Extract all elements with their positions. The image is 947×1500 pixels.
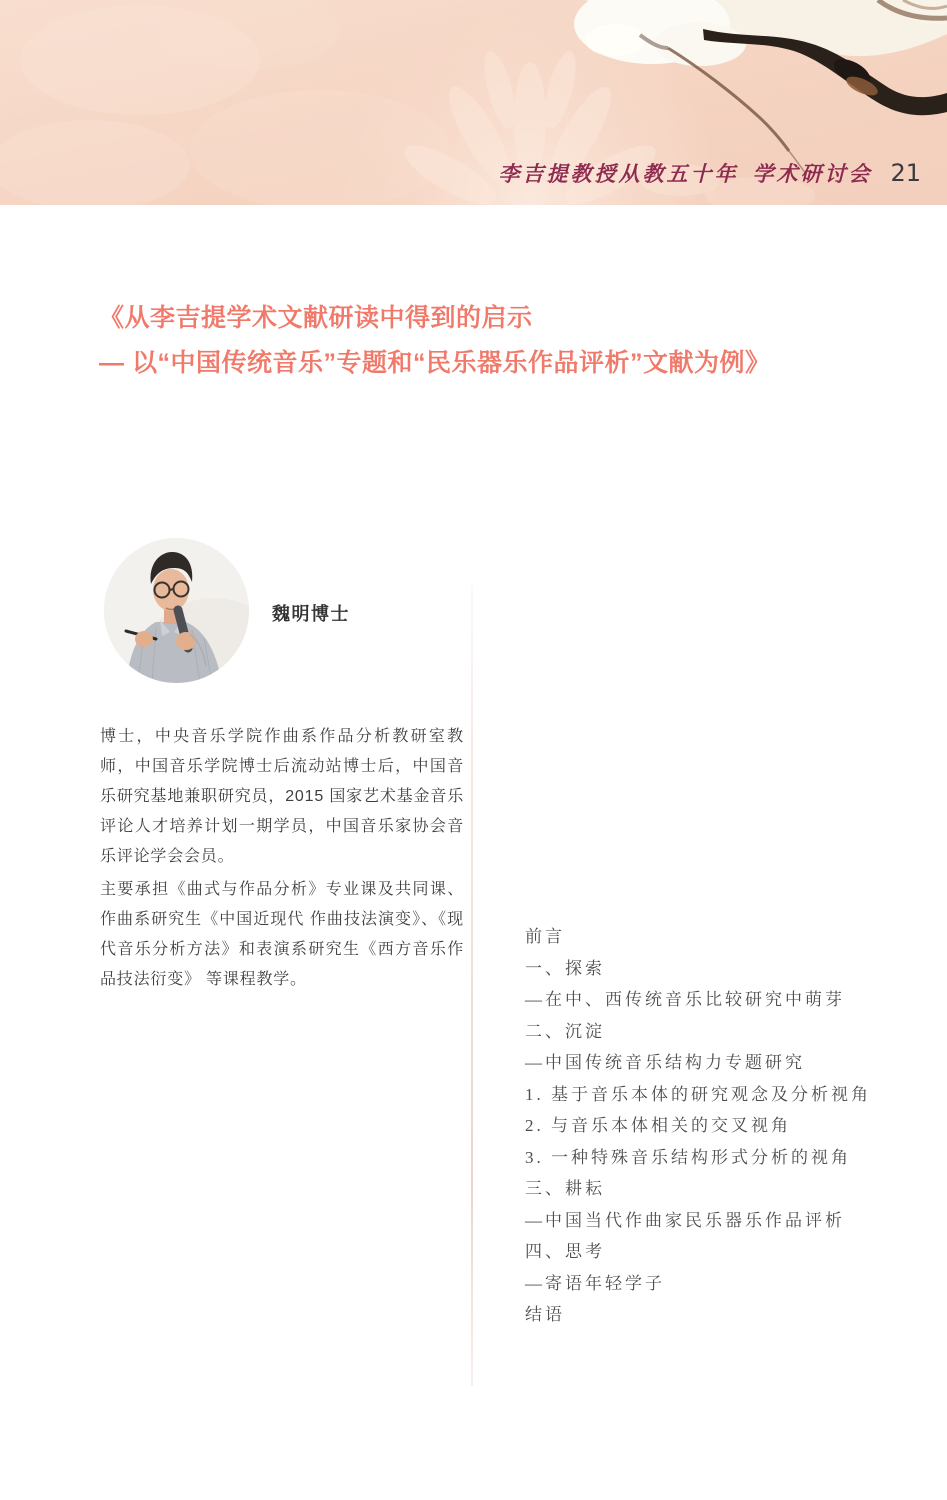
outline-item: 三、耕耘 (525, 1179, 605, 1198)
vertical-divider (471, 584, 473, 1386)
speaker-portrait-illustration (104, 538, 249, 683)
talk-outline (525, 921, 871, 1331)
speaker-bio (100, 722, 464, 998)
outline-item: —中国当代作曲家民乐器乐作品评析 (525, 1210, 845, 1230)
header-event-subtitle: 学术研讨会 (752, 162, 873, 186)
outline-item: 二、沉淀 (525, 1021, 605, 1041)
outline-item: 1. 基于音乐本体的研究观念及分析视角 (525, 1084, 871, 1104)
outline-item: 结语 (525, 1305, 565, 1324)
speaker-avatar (104, 538, 249, 683)
outline-item: —中国传统音乐结构力专题研究 (525, 1053, 805, 1072)
header-caption (498, 158, 921, 188)
talk-title-line2: — 以“中国传统音乐”专题和“民乐器乐作品评析”文献为例》 (99, 349, 771, 377)
outline-item: 四、思考 (525, 1242, 605, 1261)
bio-paragraph: 主要承担《曲式与作品分析》专业课及共同课、作曲系研究生《中国近现代 作曲技法演变》、《现代音乐分析方法》和表演系研究生《西方音乐作品技法衍变》 等课程教学。 (100, 881, 464, 988)
header-event-title: 李吉提教授从教五十年 (498, 162, 739, 186)
outline-item: 一、探索 (525, 958, 605, 978)
speaker-name: 魏明博士 (272, 604, 350, 624)
outline-item: 前言 (525, 927, 565, 946)
outline-item: —寄语年轻学子 (525, 1273, 665, 1293)
talk-title-line1: 《从李吉提学术文献研读中得到的启示 (99, 304, 533, 332)
outline-item: 3. 一种特殊音乐结构形式分析的视角 (525, 1147, 851, 1167)
bio-paragraph: 博士，中央音乐学院作曲系作品分析教研室教师，中国音乐学院博士后流动站博士后，中国音乐研究基地兼职研究员，2015 国家艺术基金音乐评论人才培养计划一期学员，中国音乐家协会音乐评论学会会员。 (100, 728, 464, 865)
page-number: 21 (890, 159, 921, 187)
talk-title (99, 296, 770, 386)
outline-item: 2. 与音乐本体相关的交叉视角 (525, 1116, 791, 1135)
header-band (0, 0, 947, 205)
outline-item: —在中、西传统音乐比较研究中萌芽 (525, 990, 845, 1009)
